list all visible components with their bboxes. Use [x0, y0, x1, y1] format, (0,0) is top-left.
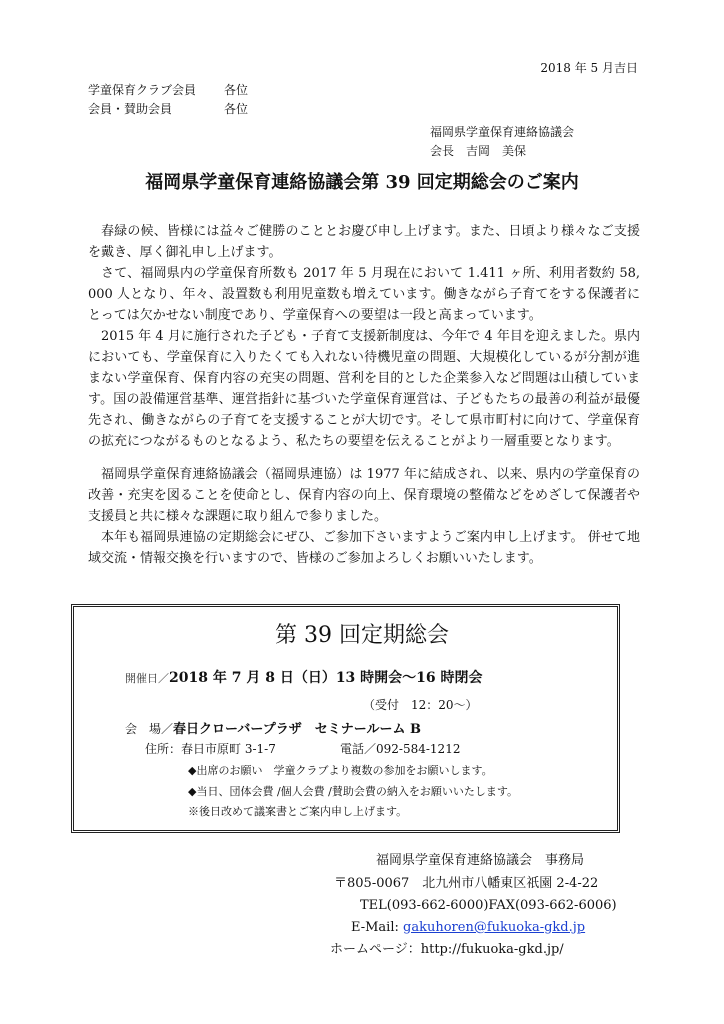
event-reception-time: （受付 12：20～） [363, 698, 478, 712]
event-date-label: 開催日／ [125, 672, 169, 685]
footer-postal-address: 〒805-0067 北九州市八幡東区祇園 2-4-22 [334, 876, 599, 891]
footer-office: 福岡県学童保育連絡協議会 事務局 [376, 853, 585, 868]
body-paragraph-4: 福岡県学童保育連絡協議会（福岡県連協）は 1977 年に結成され、以来、県内の学童保育の改善・充実を図ることを使命とし、保育内容の向上、保育環境の整備などをめざして保護者や支援員と共に様々な課題に取り組んで参りました。 [88, 467, 640, 524]
body-paragraph-3: 2015 年 4 月に施行された子ども・子育て支援新制度は、今年で 4 年目を迎えました。県内においても、学童保育に入りたくても入れない待機児童の問題、大規模化しているが分割が進まない学童保育、保育内容の充実の問題、営利を目的とした企業参入など問題は山積しています。国の設備運営基準、運営指針に基づいた学童保育運営は、子どもたちの最善の利益が最優先され、働きながらの子育てを支援することが大切です。そして県市町村に向けて、学童保育の拡充につながるものとなるよう、私たちの要望を伝えることがより一層重要となります。 [88, 329, 640, 449]
sender-organization: 福岡県学童保育連絡協議会 [430, 125, 575, 139]
event-phone: 電話／092-584-1212 [340, 742, 461, 756]
recipient-2-name: 会員・賛助会員 [88, 102, 173, 116]
event-venue-row [125, 718, 421, 738]
footer-email-link[interactable]: gakuhoren@fukuoka-gkd.jp [403, 920, 586, 935]
event-date-row [125, 667, 483, 687]
event-note-1: ◆出席のお願い 学童クラブより複数の参加をお願いします。 [188, 764, 493, 777]
sender-name: 会長 吉岡 美保 [430, 144, 527, 158]
event-address: 住所：春日市原町 3-1-7 [145, 742, 276, 756]
event-note-3: ※後日改めて議案書とご案内申し上げます。 [188, 805, 408, 818]
body-paragraph-2: さて、福岡県内の学童保育所数も 2017 年 5 月現在において 1.411 ヶ所、利用者数約 58, 000 人となり、年々、設置数も利用児童数も増えています。働きながら子育てをする保護者にとっては欠かせない制度であり、学童保育への要望は一段と高まっています。 [88, 266, 640, 323]
body-text-block-2 [88, 464, 640, 569]
recipient-1-name: 学童保育クラブ会員 [88, 83, 197, 97]
footer-email-row [351, 919, 585, 936]
recipient-1-suffix: 各位 [224, 83, 249, 97]
footer-tel-fax: TEL(093-662-6000)FAX(093-662-6006) [360, 898, 617, 913]
recipient-2-suffix: 各位 [224, 102, 249, 116]
footer-homepage[interactable]: ホームページ：http://fukuoka-gkd.jp/ [330, 942, 564, 957]
event-venue-label: 会 場／ [125, 722, 174, 736]
event-venue-value: 春日クローバープラザ セミナールーム B [173, 722, 421, 737]
document-date: 2018 年 5 月吉日 [540, 61, 638, 75]
document-title: 福岡県学童保育連絡協議会第 39 回定期総会のご案内 [145, 172, 579, 193]
event-title: 第 39 回定期総会 [275, 623, 449, 648]
event-date-value: 2018 年 7 月 8 日（日）13 時開会～16 時閉会 [169, 670, 483, 686]
event-note-2: ◆当日、団体会費 /個人会費 /賛助会費の納入をお願いいたします。 [188, 785, 518, 798]
footer-email-label: E-Mail: [351, 920, 404, 935]
body-text-block-1 [88, 221, 640, 452]
body-paragraph-1: 春緑の候、皆様には益々ご健勝のこととお慶び申し上げます。また、日頃より様々なご支援を戴き、厚く御礼申し上げます。 [88, 224, 640, 260]
body-paragraph-5: 本年も福岡県連協の定期総会にぜひ、ご参加下さいますようご案内申し上げます。 併せて地域交流・情報交換を行いますので、皆様のご参加よろしくお願いいたします。 [88, 530, 640, 566]
